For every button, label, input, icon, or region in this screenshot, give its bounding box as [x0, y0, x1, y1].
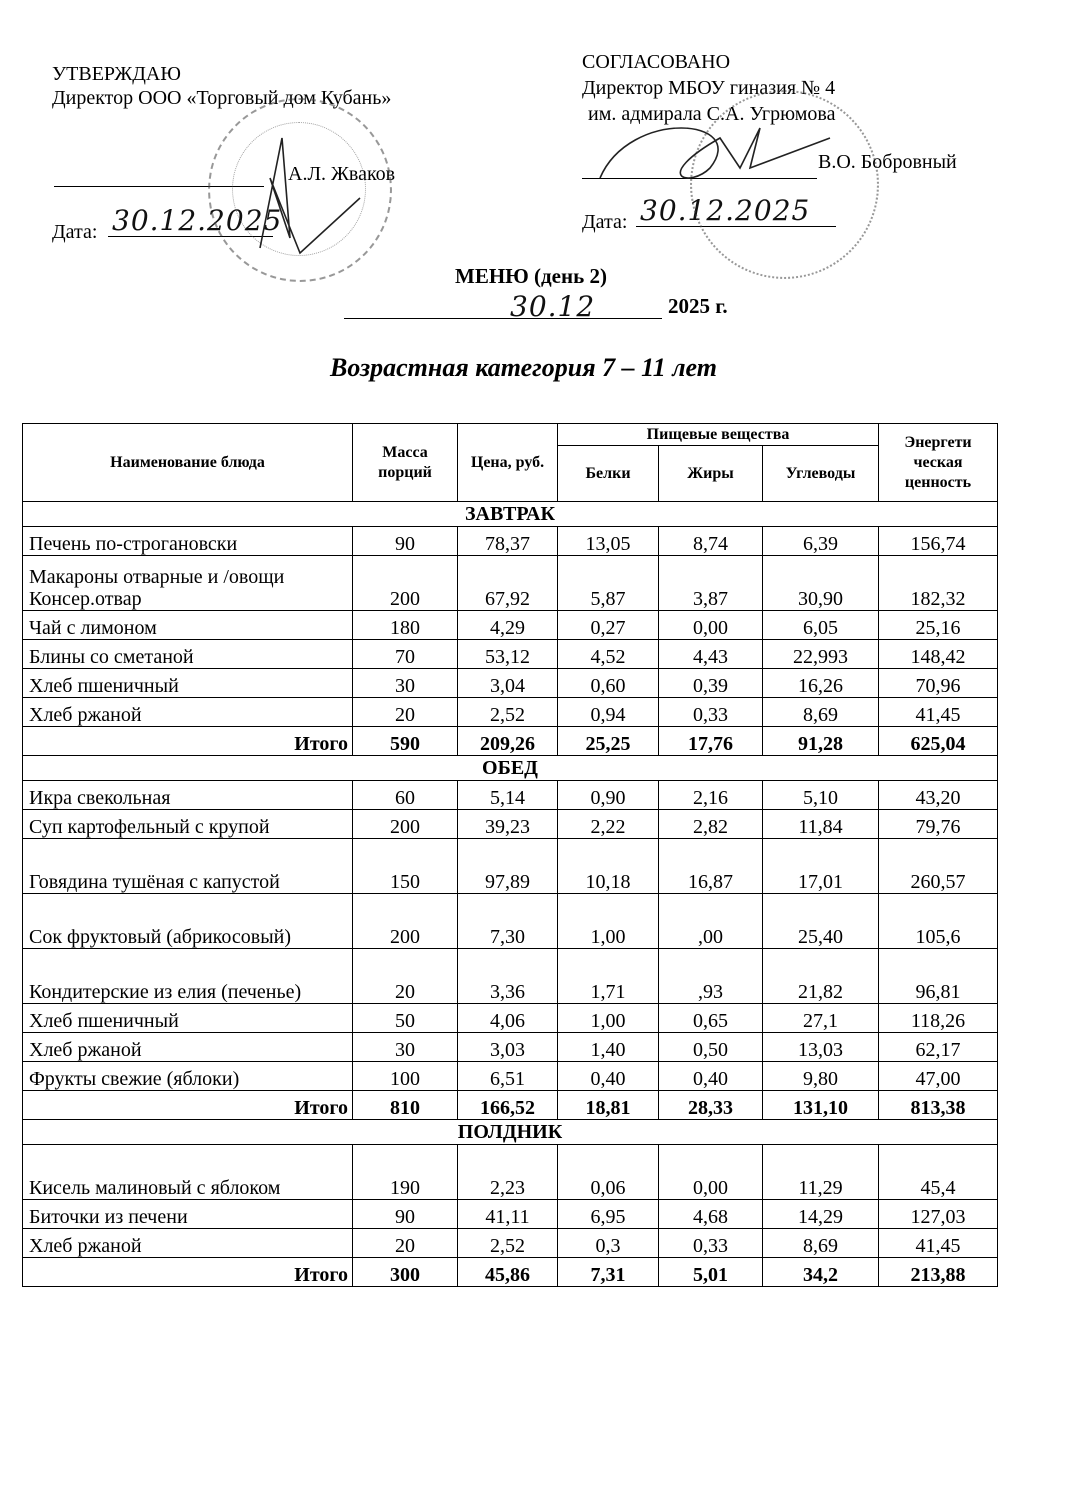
cell-fat: 4,43 — [659, 640, 763, 669]
table-row — [23, 781, 998, 810]
cell-fat: 16,87 — [659, 839, 763, 894]
cell-carbs: 22,993 — [763, 640, 879, 669]
section-title: ЗАВТРАК — [23, 502, 998, 527]
cell-protein: 1,00 — [558, 894, 659, 949]
cell-carbs: 11,29 — [763, 1145, 879, 1200]
total-protein: 18,81 — [558, 1091, 659, 1120]
table-row — [23, 839, 998, 894]
table-row — [23, 1200, 998, 1229]
cell-price: 41,11 — [458, 1200, 558, 1229]
dish-name: Кисель малиновый с яблоком — [23, 1145, 353, 1200]
cell-protein: 1,71 — [558, 949, 659, 1004]
table-row — [23, 556, 998, 611]
approval-right-position-line2: им. адмирала С.А. Угрюмова — [588, 103, 836, 125]
cell-fat: 0,65 — [659, 1004, 763, 1033]
approval-left-date-value: 30.12.2025 — [112, 204, 283, 237]
total-carbs: 91,28 — [763, 727, 879, 756]
cell-price: 2,52 — [458, 698, 558, 727]
cell-price: 39,23 — [458, 810, 558, 839]
total-mass: 300 — [353, 1258, 458, 1287]
dish-name: Хлеб ржаной — [23, 1229, 353, 1258]
cell-carbs: 25,40 — [763, 894, 879, 949]
menu-year: 2025 г. — [668, 294, 728, 318]
table-row — [23, 1145, 998, 1200]
cell-fat: 0,00 — [659, 611, 763, 640]
cell-fat: 2,82 — [659, 810, 763, 839]
header-fat: Жиры — [659, 446, 763, 502]
cell-protein: 2,22 — [558, 810, 659, 839]
cell-carbs: 14,29 — [763, 1200, 879, 1229]
section-title: ОБЕД — [23, 756, 998, 781]
approval-right-signer: В.О. Бобровный — [818, 151, 957, 173]
total-fat: 28,33 — [659, 1091, 763, 1120]
header-nutrients: Пищевые вещества — [558, 424, 879, 446]
dish-name: Хлеб ржаной — [23, 1033, 353, 1062]
cell-energy: 79,76 — [879, 810, 998, 839]
cell-mass: 30 — [353, 1033, 458, 1062]
cell-carbs: 8,69 — [763, 698, 879, 727]
header-price: Цена, руб. — [458, 424, 558, 502]
cell-price: 67,92 — [458, 556, 558, 611]
cell-carbs: 16,26 — [763, 669, 879, 698]
dish-name: Говядина тушёная с капустой — [23, 839, 353, 894]
menu-table — [22, 423, 998, 1287]
cell-price: 4,06 — [458, 1004, 558, 1033]
cell-fat: 0,39 — [659, 669, 763, 698]
dish-name: Сок фруктовый (абрикосовый) — [23, 894, 353, 949]
cell-mass: 30 — [353, 669, 458, 698]
table-row — [23, 1033, 998, 1062]
cell-protein: 0,3 — [558, 1229, 659, 1258]
cell-price: 5,14 — [458, 781, 558, 810]
total-price: 45,86 — [458, 1258, 558, 1287]
cell-protein: 0,94 — [558, 698, 659, 727]
cell-energy: 156,74 — [879, 527, 998, 556]
dish-name: Икра свекольная — [23, 781, 353, 810]
cell-energy: 25,16 — [879, 611, 998, 640]
cell-mass: 150 — [353, 839, 458, 894]
total-row — [23, 727, 998, 756]
cell-mass: 50 — [353, 1004, 458, 1033]
cell-fat: ,93 — [659, 949, 763, 1004]
approval-right-position-line1: Директор МБОУ гиназия № 4 — [582, 77, 836, 99]
menu-date-line — [344, 318, 662, 319]
cell-carbs: 27,1 — [763, 1004, 879, 1033]
cell-fat: 3,87 — [659, 556, 763, 611]
cell-protein: 0,40 — [558, 1062, 659, 1091]
cell-price: 53,12 — [458, 640, 558, 669]
cell-protein: 1,40 — [558, 1033, 659, 1062]
cell-fat: 0,33 — [659, 698, 763, 727]
cell-mass: 20 — [353, 949, 458, 1004]
table-row — [23, 640, 998, 669]
dish-name: Хлеб ржаной — [23, 698, 353, 727]
total-price: 209,26 — [458, 727, 558, 756]
dish-name: Суп картофельный с крупой — [23, 810, 353, 839]
cell-carbs: 9,80 — [763, 1062, 879, 1091]
cell-mass: 100 — [353, 1062, 458, 1091]
cell-carbs: 17,01 — [763, 839, 879, 894]
total-carbs: 34,2 — [763, 1258, 879, 1287]
table-row — [23, 949, 998, 1004]
dish-name: Кондитерские из елия (печенье) — [23, 949, 353, 1004]
cell-protein: 1,00 — [558, 1004, 659, 1033]
total-energy: 813,38 — [879, 1091, 998, 1120]
cell-fat: 2,16 — [659, 781, 763, 810]
cell-mass: 190 — [353, 1145, 458, 1200]
cell-protein: 0,06 — [558, 1145, 659, 1200]
signature-right-icon — [590, 108, 850, 198]
cell-protein: 10,18 — [558, 839, 659, 894]
approval-left-heading: УТВЕРЖДАЮ — [52, 63, 181, 85]
section-header-row — [23, 502, 998, 527]
cell-price: 2,23 — [458, 1145, 558, 1200]
total-label: Итого — [23, 727, 353, 756]
cell-energy: 70,96 — [879, 669, 998, 698]
cell-energy: 45,4 — [879, 1145, 998, 1200]
total-fat: 17,76 — [659, 727, 763, 756]
dish-name: Хлеб пшеничный — [23, 1004, 353, 1033]
cell-mass: 200 — [353, 556, 458, 611]
section-header-row — [23, 756, 998, 781]
table-row — [23, 894, 998, 949]
table-row — [23, 669, 998, 698]
total-row — [23, 1091, 998, 1120]
cell-price: 78,37 — [458, 527, 558, 556]
header-energy: Энергети ческая ценность — [879, 424, 998, 502]
cell-price: 7,30 — [458, 894, 558, 949]
total-carbs: 131,10 — [763, 1091, 879, 1120]
cell-price: 97,89 — [458, 839, 558, 894]
cell-mass: 180 — [353, 611, 458, 640]
cell-fat: 0,00 — [659, 1145, 763, 1200]
dish-name: Фрукты свежие (яблоки) — [23, 1062, 353, 1091]
total-mass: 590 — [353, 727, 458, 756]
cell-price: 6,51 — [458, 1062, 558, 1091]
cell-fat: 0,50 — [659, 1033, 763, 1062]
cell-energy: 43,20 — [879, 781, 998, 810]
cell-energy: 148,42 — [879, 640, 998, 669]
dish-name: Биточки из печени — [23, 1200, 353, 1229]
cell-energy: 41,45 — [879, 1229, 998, 1258]
approval-right-heading: СОГЛАСОВАНО — [582, 51, 731, 73]
total-protein: 7,31 — [558, 1258, 659, 1287]
cell-carbs: 11,84 — [763, 810, 879, 839]
dish-name: Макароны отварные и /овощи Консер.отвар — [23, 556, 353, 611]
cell-mass: 20 — [353, 1229, 458, 1258]
cell-protein: 5,87 — [558, 556, 659, 611]
cell-price: 4,29 — [458, 611, 558, 640]
dish-name: Чай с лимоном — [23, 611, 353, 640]
cell-carbs: 8,69 — [763, 1229, 879, 1258]
cell-carbs: 5,10 — [763, 781, 879, 810]
table-row — [23, 810, 998, 839]
table-row — [23, 1229, 998, 1258]
header-mass: Масса порций — [353, 424, 458, 502]
cell-protein: 4,52 — [558, 640, 659, 669]
table-row — [23, 1004, 998, 1033]
cell-energy: 105,6 — [879, 894, 998, 949]
cell-protein: 0,27 — [558, 611, 659, 640]
header-carbs: Углеводы — [763, 446, 879, 502]
total-label: Итого — [23, 1091, 353, 1120]
approval-right-date-label: Дата: — [582, 211, 628, 233]
total-row — [23, 1258, 998, 1287]
cell-carbs: 6,05 — [763, 611, 879, 640]
header-protein: Белки — [558, 446, 659, 502]
total-protein: 25,25 — [558, 727, 659, 756]
menu-date-handwritten: 30.12 — [510, 290, 596, 323]
cell-fat: 4,68 — [659, 1200, 763, 1229]
approval-left-signer: А.Л. Жваков — [288, 163, 396, 185]
cell-energy: 182,32 — [879, 556, 998, 611]
cell-fat: 8,74 — [659, 527, 763, 556]
table-row — [23, 1062, 998, 1091]
table-row — [23, 527, 998, 556]
total-mass: 810 — [353, 1091, 458, 1120]
total-fat: 5,01 — [659, 1258, 763, 1287]
section-title: ПОЛДНИК — [23, 1120, 998, 1145]
table-row — [23, 611, 998, 640]
age-category: Возрастная категория 7 – 11 лет — [330, 353, 717, 382]
total-energy: 213,88 — [879, 1258, 998, 1287]
cell-mass: 90 — [353, 1200, 458, 1229]
total-label: Итого — [23, 1258, 353, 1287]
cell-energy: 260,57 — [879, 839, 998, 894]
cell-price: 2,52 — [458, 1229, 558, 1258]
approval-left-position: Директор ООО «Торговый дом Кубань» — [52, 87, 392, 109]
header-name: Наименование блюда — [23, 424, 353, 502]
cell-protein: 0,90 — [558, 781, 659, 810]
cell-price: 3,03 — [458, 1033, 558, 1062]
cell-energy: 47,00 — [879, 1062, 998, 1091]
cell-price: 3,04 — [458, 669, 558, 698]
cell-protein: 13,05 — [558, 527, 659, 556]
cell-mass: 20 — [353, 698, 458, 727]
page-title: МЕНЮ (день 2) — [455, 264, 607, 288]
table-row — [23, 698, 998, 727]
cell-carbs: 13,03 — [763, 1033, 879, 1062]
approval-left-date-label: Дата: — [52, 221, 98, 243]
cell-carbs: 21,82 — [763, 949, 879, 1004]
total-price: 166,52 — [458, 1091, 558, 1120]
cell-protein: 6,95 — [558, 1200, 659, 1229]
approval-right-date-value: 30.12.2025 — [640, 194, 811, 227]
cell-energy: 41,45 — [879, 698, 998, 727]
cell-fat: ,00 — [659, 894, 763, 949]
cell-fat: 0,40 — [659, 1062, 763, 1091]
cell-carbs: 30,90 — [763, 556, 879, 611]
cell-price: 3,36 — [458, 949, 558, 1004]
cell-mass: 200 — [353, 894, 458, 949]
section-header-row — [23, 1120, 998, 1145]
cell-mass: 70 — [353, 640, 458, 669]
cell-fat: 0,33 — [659, 1229, 763, 1258]
cell-carbs: 6,39 — [763, 527, 879, 556]
cell-protein: 0,60 — [558, 669, 659, 698]
total-energy: 625,04 — [879, 727, 998, 756]
cell-mass: 200 — [353, 810, 458, 839]
cell-energy: 62,17 — [879, 1033, 998, 1062]
cell-energy: 127,03 — [879, 1200, 998, 1229]
cell-mass: 60 — [353, 781, 458, 810]
signature-left-icon — [230, 118, 390, 268]
cell-mass: 90 — [353, 527, 458, 556]
cell-energy: 118,26 — [879, 1004, 998, 1033]
dish-name: Хлеб пшеничный — [23, 669, 353, 698]
dish-name: Печень по-строгановски — [23, 527, 353, 556]
dish-name: Блины со сметаной — [23, 640, 353, 669]
cell-energy: 96,81 — [879, 949, 998, 1004]
